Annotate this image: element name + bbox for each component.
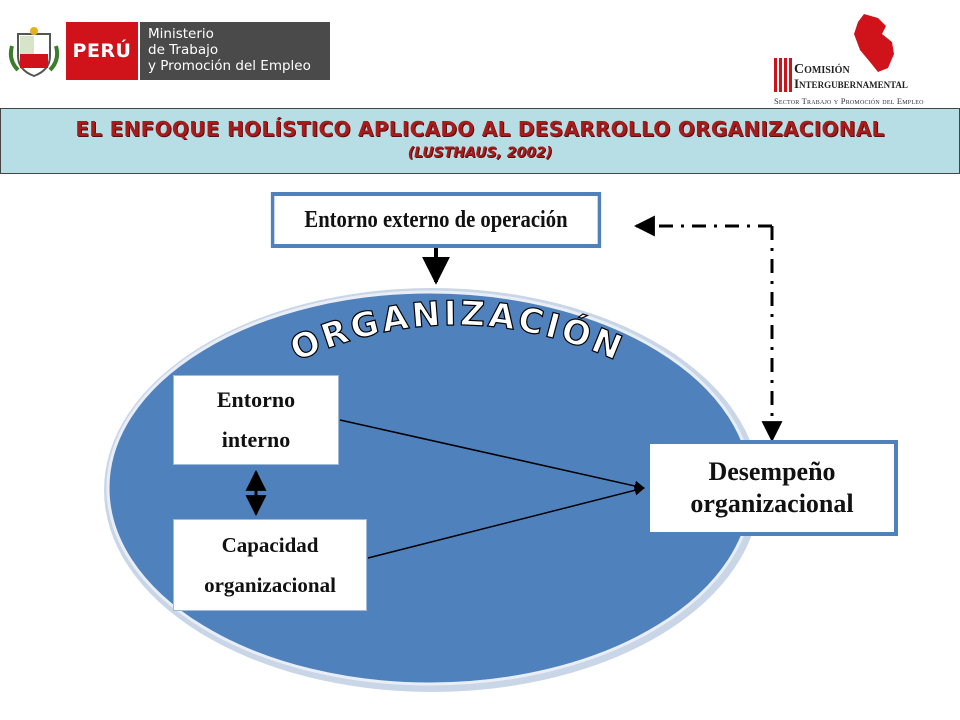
commission-name-line1: Comisión xyxy=(794,62,850,77)
internal-environment-box xyxy=(174,376,338,464)
performance-line2: organizacional xyxy=(690,489,854,518)
performance-box xyxy=(646,440,898,536)
ministry-line-1: Ministerio xyxy=(148,26,214,42)
internal-environment-line2: interno xyxy=(221,427,291,452)
capacity-line1: Capacidad xyxy=(221,533,319,557)
peru-label: PERÚ xyxy=(66,22,138,80)
capacity-box xyxy=(174,520,366,610)
commission-name-line2: Intergubernamental xyxy=(794,76,908,91)
ministry-line-3: y Promoción del Empleo xyxy=(148,58,311,74)
ministry-line-2: de Trabajo xyxy=(148,42,219,58)
page-title: EL ENFOQUE HOLÍSTICO APLICADO AL DESARROLLO ORGANIZACIONAL xyxy=(75,117,885,141)
page-subtitle: (LUSTHAUS, 2002) xyxy=(407,145,553,161)
organization-label: ORGANIZACIÓN xyxy=(284,293,631,370)
performance-line1: Desempeño xyxy=(708,457,836,486)
external-environment-label: Entorno externo de operación xyxy=(304,206,568,233)
commission-subtitle: Sector Trabajo y Promoción del Empleo xyxy=(774,96,924,106)
external-environment-box xyxy=(271,192,601,248)
internal-environment-line1: Entorno xyxy=(216,387,296,412)
capacity-line2: organizacional xyxy=(204,573,336,597)
